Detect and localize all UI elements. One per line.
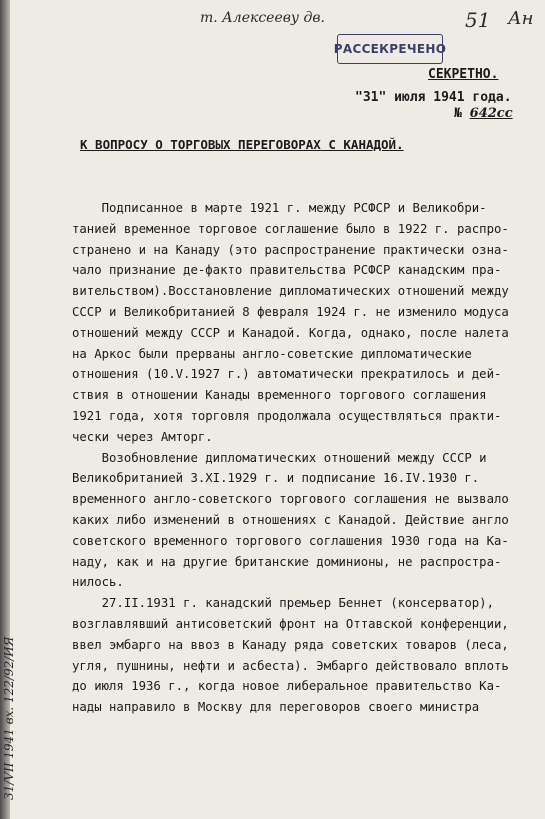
body-line: возглавлявший антисоветский фронт на Оттавской конференции, [72, 616, 509, 631]
handwritten-resolution: т. Алексееву дв. [200, 10, 325, 26]
margin-registration-note: 31/VII 1941 вх. 122/92/ИЯ [2, 636, 16, 800]
document-date: "31" июля 1941 года. [355, 90, 512, 105]
page-number: 51 [465, 8, 491, 32]
body-line: 1921 года, хотя торговля продолжала осуществляться практи- [72, 408, 502, 423]
body-line: нилось. [72, 575, 124, 590]
body-line: чески через Амторг. [72, 429, 213, 444]
body-line: угля, пушнины, нефти и асбеста). Эмбарго действовало вплоть [72, 658, 509, 673]
body-line: танией временное торговое соглашение было в 1922 г. распро- [72, 221, 509, 236]
classification-label: СЕКРЕТНО. [428, 67, 499, 82]
body-line: Подписанное в марте 1921 г. между РСФСР и Великобри- [72, 201, 487, 215]
document-body [72, 198, 544, 718]
body-line: отношения (10.V.1927 г.) автоматически прекратилось и дей- [72, 367, 502, 382]
body-line: советского временного торгового соглашения 1930 года на Ка- [72, 533, 509, 548]
declassified-stamp: РАССЕКРЕЧЕНО [337, 34, 443, 64]
body-line: Возобновление дипломатических отношений между СССР и [72, 450, 487, 465]
document-title: К ВОПРОСУ О ТОРГОВЫХ ПЕРЕГОВОРАХ С КАНАДОЙ. [80, 137, 404, 152]
body-line: вительством).Восстановление дипломатических отношений между [72, 284, 509, 299]
number-prefix: № [454, 106, 462, 121]
body-line: ввел эмбарго на ввоз в Канаду ряда советских товаров (леса, [72, 637, 509, 652]
body-line: до июля 1936 г., когда новое либеральное правительство Ка- [72, 679, 502, 694]
body-line: нады направило в Москву для переговоров своего министра [72, 700, 480, 715]
body-line: ствия в отношении Канады временного торгового соглашения [72, 388, 487, 403]
body-line: 27.II.1931 г. канадский премьер Беннет (консерватор), [72, 596, 494, 611]
body-line: СССР и Великобританией 8 февраля 1924 г. не изменило модуса [72, 304, 509, 319]
body-line: странено и на Канаду (это распространение практически озна- [72, 242, 509, 257]
body-line: на Аркос были прерваны англо-советские дипломатические [72, 346, 472, 361]
body-line: временного англо-советского торгового соглашения не вызвало [72, 492, 509, 507]
body-line: Великобританией 3.XI.1929 г. и подписание 16.IV.1930 г. [72, 471, 480, 486]
body-line: чало признание де-факто правительства РСФСР канадским пра- [72, 263, 502, 278]
body-line: отношений между СССР и Канадой. Когда, однако, после налета [72, 325, 509, 340]
page-mark: Ан [508, 8, 534, 29]
body-line: каких либо изменений в отношениях с Канадой. Действие англо [72, 512, 509, 527]
number-handwritten: 642сс [469, 106, 513, 121]
document-number [454, 106, 513, 121]
body-line: наду, как и на другие британские доминионы, не распростра- [72, 554, 502, 569]
